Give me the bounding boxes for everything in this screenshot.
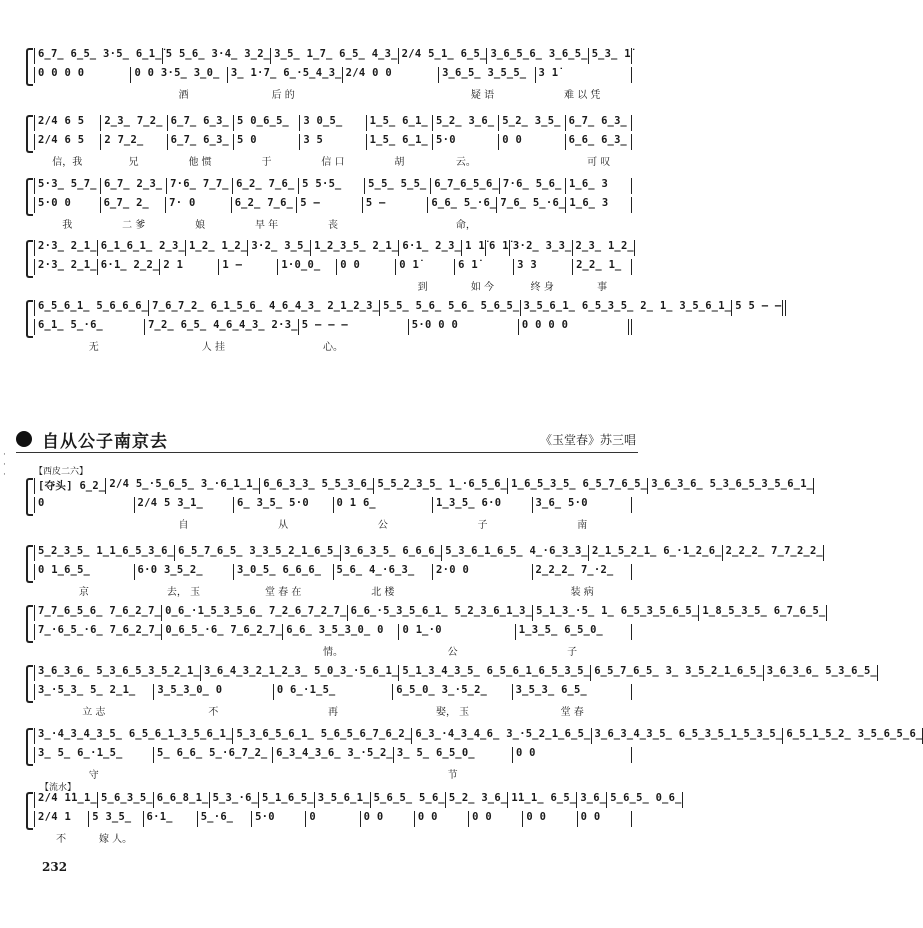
- score-system: [34, 115, 632, 167]
- measure: 5·0 0: [34, 197, 100, 213]
- upper-staff: [34, 478, 814, 494]
- lyric: 公: [377, 520, 388, 531]
- measure: 7· 0: [165, 197, 231, 213]
- measure: 6̲2̲ 7̲6̲: [231, 197, 297, 213]
- score-system: [34, 48, 632, 100]
- lyric: [433, 583, 533, 597]
- measure: 1̲3̲5̲ 6̲5̲0̲: [515, 624, 632, 640]
- measure: 6̲6̲8̲1̲: [153, 792, 209, 808]
- measure: 3̲6̲3̲6̲ 5̲3̲6̲5̲3̲5̲6̲1̲: [647, 478, 814, 494]
- measure: 3̲5̲6̲1̲ 6̲5̲3̲5̲ 2̲ 1̲ 3̲5̲6̲1̲: [520, 300, 732, 316]
- measure: 5 5 — —: [731, 300, 785, 316]
- measure: 3̲5̲6̲1̲: [314, 792, 370, 808]
- lyric: [251, 830, 305, 844]
- measure: 6̲6̲ 5̲·6̲: [427, 197, 496, 213]
- measure: 5 0̲6̲5̲: [233, 115, 299, 131]
- measure: 6̲5̲6̲1̲ 5̲6̲6̲6̲: [34, 300, 148, 316]
- lyric: 子: [567, 647, 578, 658]
- bullet-icon: [16, 431, 32, 447]
- lyric: 事: [597, 282, 608, 293]
- score-system: [34, 300, 782, 353]
- measure: 2̲3̲ 1̲2̲: [572, 240, 635, 256]
- measure: 3 1̇: [535, 67, 632, 83]
- measure: 0 0: [522, 811, 576, 827]
- measure: 6·1̲ 2̲3̲: [398, 240, 461, 256]
- upper-staff: [34, 300, 782, 316]
- measure: 3 5: [299, 134, 365, 150]
- upper-staff: [34, 605, 826, 621]
- measure: 5̲ 6̲6̲ 5̲·6̲7̲2̲: [153, 747, 272, 763]
- measure: 6 1̇: [485, 240, 509, 256]
- lyric: 如 今: [470, 282, 495, 293]
- song-source: 《玉堂春》苏三唱: [539, 433, 636, 447]
- measure: 6̲6̲ 3̲5̲3̲0̲ 0: [282, 624, 398, 640]
- score-system: [34, 240, 632, 292]
- score-system: [34, 545, 823, 598]
- measure: 1̲6̲ 3: [565, 178, 632, 194]
- measure: 0 0: [498, 134, 564, 150]
- lower-staff: [34, 811, 632, 827]
- lyric: 立 志: [82, 707, 106, 718]
- measure: 5̲6̲ 4̲·6̲3̲: [333, 564, 433, 580]
- measure: 6̲3̲4̲3̲6̲ 3̲·5̲2̲: [272, 747, 393, 763]
- lyric: 云。: [455, 157, 476, 168]
- lower-staff: [34, 497, 632, 513]
- measure: 5 —: [362, 197, 428, 213]
- lyric: 节: [447, 770, 458, 781]
- measure: 0: [34, 497, 134, 513]
- measure: 2/4 1̇1̲1̲: [34, 792, 97, 808]
- measure: 5·0 0 0: [408, 319, 518, 335]
- score-system: [34, 792, 682, 845]
- system-brace: [26, 115, 33, 153]
- measure: 5̲2̲ 3̲6̲: [432, 115, 498, 131]
- measure: 6̲2̲ 7̲6̲: [232, 178, 298, 194]
- lyric: 我: [62, 220, 73, 231]
- lyric: 可 叹: [587, 157, 611, 168]
- song-header: [16, 430, 636, 450]
- measure: 0 0: [336, 259, 395, 275]
- measure: 5 5̲6̲ 3·4̲ 3̲2̲: [162, 48, 270, 64]
- measure: 0 0 3·5̲ 3̲0̲: [130, 67, 226, 83]
- upper-staff: [34, 545, 823, 561]
- lyric: [154, 643, 274, 657]
- lyric: 不: [56, 834, 67, 845]
- measure: 3 0̲5̲: [299, 115, 365, 131]
- measure: 5·0: [251, 811, 305, 827]
- lyric: 心。: [322, 342, 343, 353]
- measure: 5̲5̲ 5̲6̲ 5̲6̲ 5̲6̲5̲: [379, 300, 519, 316]
- lyric: [499, 216, 565, 230]
- measure: 3̲0̲5̲ 6̲6̲6̲: [233, 564, 333, 580]
- measure: 6̲7̲ 6̲5̲ 3·5̲ 6̲1̲̇: [34, 48, 162, 64]
- measure: 7·6̲ 5̲6̲: [499, 178, 565, 194]
- lyric: [512, 338, 632, 352]
- measure: 0 0: [577, 811, 632, 827]
- measure: 6·1̲ 2̲2̲: [97, 259, 160, 275]
- measure: 5̲2̲ 3̲6̲: [445, 792, 507, 808]
- lyric: 命，: [455, 220, 476, 231]
- measure: 3·2̲ 3̲5̲: [247, 240, 310, 256]
- system-brace: [26, 240, 33, 278]
- measure: 3̲ 5̲ 6̲5̲0̲: [393, 747, 512, 763]
- measure: [夺头] 6̲2̲: [34, 478, 105, 494]
- lyric: 他 惯: [188, 157, 212, 168]
- measure: 0 1̲·0: [398, 624, 514, 640]
- measure: 5̲2̲3̲5̲ 1̲1̲6̲5̲3̲6̲: [34, 545, 174, 561]
- measure: 3 3: [513, 259, 572, 275]
- measure: 5̲1̲6̲5̲: [258, 792, 314, 808]
- lyrics-line: [34, 86, 632, 100]
- measure: 5̲3̲6̲1̲6̲5̲ 4̲·6̲3̲3̲: [441, 545, 588, 561]
- system-brace: [26, 300, 33, 338]
- measure: 3̲ 5̲ 6̲·1̲5̲: [34, 747, 153, 763]
- measure: 0 0 0 0: [34, 67, 130, 83]
- measure: 5̲5̲2̲3̲5̲ 1̲·6̲5̲6̲: [373, 478, 507, 494]
- measure: 6̲6̲3̲3̲ 5̲5̲3̲6̲: [259, 478, 373, 494]
- measure: 6·0 3̲5̲2̲: [134, 564, 234, 580]
- measure: 7̲·6̲5̲·6̲ 7̲6̲2̲7̲: [34, 624, 161, 640]
- measure: 3̲6̲5̲6̲ 3̲6̲5̲: [486, 48, 587, 64]
- measure: 6̲6̲ 6̲3̲: [565, 134, 632, 150]
- lyric: 嫁 人。: [98, 834, 133, 845]
- lyrics-line: [34, 278, 632, 292]
- measure: 3̲6̲: [576, 792, 606, 808]
- measure: 3̲6̲3̲4̲3̲5̲ 6̲5̲3̲5̲1̲5̲3̲5̲: [591, 728, 783, 744]
- measure: 5̲3̲6̲5̲6̲1̲ 5̲6̲5̲6̲7̲6̲2̲: [232, 728, 411, 744]
- measure: 0 0: [360, 811, 414, 827]
- lyric: [306, 830, 360, 844]
- lyric: 早 年: [254, 220, 279, 231]
- measure: 6̲6̲·5̲3̲5̲6̲1̲ 5̲2̲3̲6̲1̲3̲: [347, 605, 533, 621]
- upper-staff: [34, 115, 632, 131]
- measure: 2·3̲ 2̲1̲: [34, 240, 97, 256]
- lyric: [415, 830, 469, 844]
- measure: 0 0: [414, 811, 468, 827]
- measure: 0̲6̲·1̲5̲3̲5̲6̲ 7̲2̲6̲7̲2̲7̲: [161, 605, 347, 621]
- measure: 6̲7̲ 6̲3̲: [167, 115, 233, 131]
- lyric: [333, 278, 393, 292]
- lyric: 娘: [195, 220, 206, 231]
- measure: 0 0: [468, 811, 522, 827]
- lyric: 装 病: [570, 587, 594, 598]
- lyric: [360, 830, 414, 844]
- lyric: [34, 86, 134, 100]
- score-system: [34, 665, 877, 718]
- page-number: 232: [42, 860, 68, 874]
- measure: 1 —: [218, 259, 277, 275]
- lyric: 后 的: [271, 90, 295, 101]
- score-system: [34, 178, 632, 230]
- measure: 3̲6̲3̲6̲ 5̲3̲6̲5̲3̲5̲2̲1̲: [34, 665, 200, 681]
- measure: 6̲3̲·4̲3̲4̲6̲ 3̲·5̲2̲1̲6̲5̲: [411, 728, 590, 744]
- lyrics-line: [34, 766, 632, 780]
- lyric: 北 楼: [371, 587, 395, 598]
- measure: 2̲2̲2̲ 7̲·2̲: [532, 564, 633, 580]
- measure: 7·6̲ 7̲7̲: [166, 178, 232, 194]
- lyric: 从: [278, 520, 289, 531]
- lyrics-line: [34, 153, 632, 167]
- measure: 5̲3̲·6̲: [209, 792, 258, 808]
- lyric: 去， 玉: [166, 587, 201, 598]
- measure: 1̲5̲ 6̲1̲: [366, 115, 432, 131]
- measure: 6̲5̲1̲5̲2̲ 3̲5̲6̲5̲6̲: [782, 728, 923, 744]
- lyric: 胡: [394, 157, 405, 168]
- measure: 0 6̲·1̲5̲: [273, 684, 392, 700]
- measure: 1̲2̲3̲5̲ 2̲1̲: [310, 240, 398, 256]
- score-system: [34, 478, 814, 531]
- measure: 6̲7̲ 6̲3̲: [565, 115, 632, 131]
- lyric: [273, 278, 333, 292]
- lyric: 难 以 凭: [564, 90, 601, 101]
- measure: 5 3̲5̲: [88, 811, 142, 827]
- measure: 2̲1̲5̲2̲1̲ 6̲·1̲2̲6̲: [588, 545, 722, 561]
- score-system: [34, 728, 923, 781]
- measure: 2/4 6 5: [34, 115, 100, 131]
- measure: 5̲1̲3̲·5̲ 1̲ 6̲5̲3̲5̲6̲5̲: [532, 605, 698, 621]
- measure: 1̲2̲ 1̲2̲: [185, 240, 247, 256]
- upper-staff: [34, 240, 632, 256]
- measure: 7̲6̲ 5̲·6̲: [496, 197, 565, 213]
- lyric: 到: [417, 282, 428, 293]
- lyric: 堂 春: [560, 707, 584, 718]
- lower-staff: [34, 134, 632, 150]
- lyric: [34, 643, 154, 657]
- system-brace: [26, 545, 33, 583]
- lower-staff: [34, 197, 632, 213]
- measure: 1̲6̲ 3: [565, 197, 632, 213]
- measure: 3̲5̲3̲0̲ 0: [153, 684, 272, 700]
- measure: 6̲7̲ 2̲: [100, 197, 166, 213]
- title-rule: [16, 452, 638, 453]
- lyric: 终 身: [530, 282, 554, 293]
- measure: 0 1̲6̲5̲: [34, 564, 134, 580]
- measure: 6̲7̲ 2̲3̲: [100, 178, 166, 194]
- measure: 3̲5̲3̲ 6̲5̲: [512, 684, 632, 700]
- lyric: 不: [208, 707, 219, 718]
- lower-staff: [34, 684, 632, 700]
- lower-staff: [34, 624, 632, 640]
- system-brace: [26, 48, 33, 86]
- lyric: 公: [447, 647, 458, 658]
- measure: 5·0: [432, 134, 498, 150]
- lyrics-line: [34, 338, 632, 352]
- upper-staff: [34, 48, 632, 64]
- measure: 3̲·4̲3̲4̲3̲5̲ 6̲5̲6̲1̲3̲5̲6̲1̲: [34, 728, 232, 744]
- lyric: [512, 766, 632, 780]
- measure: 3̲6̲ 5·0: [532, 497, 633, 513]
- lyric: 信，我: [52, 157, 83, 168]
- lyric: [273, 766, 393, 780]
- measure: 5̲6̲5̲ 0̲6̲: [606, 792, 682, 808]
- measure: 6̲1̲ 5̲·6̲: [34, 319, 144, 335]
- measure: 2·3̲ 2̲1̲: [34, 259, 97, 275]
- measure: 6·1̲: [143, 811, 197, 827]
- measure: 6̲7̲6̲5̲6̲: [430, 178, 499, 194]
- upper-staff: [34, 665, 877, 681]
- lyric: 信 口: [321, 157, 345, 168]
- measure: 2/4 5̲1̲ 6̲5̲: [398, 48, 487, 64]
- measure: 2·0 0: [432, 564, 532, 580]
- lyric: 人 挂: [201, 342, 225, 353]
- system-brace: [26, 792, 33, 830]
- measure: 5 —: [296, 197, 362, 213]
- lyric: 情。: [322, 647, 343, 658]
- lower-staff: [34, 564, 632, 580]
- lyric: [393, 338, 513, 352]
- lyric: 酒: [178, 90, 189, 101]
- lyric: 于: [261, 157, 272, 168]
- liushui-tag: 【流水】: [40, 783, 77, 793]
- measure: 7̲7̲6̲5̲6̲ 7̲6̲2̲7̲: [34, 605, 161, 621]
- measure: 0̲6̲5̲·6̲ 7̲6̲2̲7̲: [161, 624, 282, 640]
- lyric: 守: [88, 770, 99, 781]
- measure: 3̲6̲5̲ 3̲5̲5̲: [438, 67, 534, 83]
- measure: 3̲6̲3̲5̲ 6̲6̲6̲: [340, 545, 441, 561]
- upper-staff: [34, 178, 632, 194]
- measure: 5·3̲ 5̲7̲: [34, 178, 100, 194]
- measure: 6̲5̲7̲6̲5̲ 3̲ 3̲5̲2̲1̲6̲5̲: [590, 665, 763, 681]
- lyric: 二 爹: [122, 220, 146, 231]
- system-brace: [26, 178, 33, 216]
- lyric: [197, 830, 251, 844]
- upper-staff: [34, 728, 923, 744]
- measure: 1 1̇: [461, 240, 485, 256]
- measure: 3̲5̲ 1̲7̲ 6̲5̲ 4̲3̲: [270, 48, 397, 64]
- measure: 0 0: [512, 747, 632, 763]
- measure: 2/4 0 0: [342, 67, 438, 83]
- measure: 3̲6̲3̲6̲ 5̲3̲6̲5̲: [763, 665, 878, 681]
- lyric: 娶， 玉: [435, 707, 470, 718]
- measure: 0 0 0 0: [518, 319, 632, 335]
- measure: 2̲2̲2̲ 7̲7̲2̲2̲: [722, 545, 824, 561]
- lyrics-line: [34, 583, 632, 597]
- measure: 5̲2̲ 3̲5̲: [498, 115, 564, 131]
- measure: 5 0: [233, 134, 299, 150]
- lyrics-line: [34, 216, 632, 230]
- measure: 6̲7̲ 6̲3̲: [167, 134, 233, 150]
- measure: 6 1̇: [454, 259, 513, 275]
- lyric: [94, 278, 154, 292]
- lyric: [143, 830, 197, 844]
- lyrics-line: [34, 830, 632, 844]
- measure: 1̇1̲1̲ 6̲5̲: [507, 792, 576, 808]
- lyric: 疑 语: [470, 90, 495, 101]
- measure: 5̲1̲3̲4̲3̲5̲ 6̲5̲6̲1̲6̲5̲3̲5̲: [398, 665, 590, 681]
- lyrics-line: [34, 643, 632, 657]
- measure: 2 1: [159, 259, 218, 275]
- system-brace: [26, 665, 33, 703]
- mode-tag: 【西皮二六】: [34, 467, 89, 477]
- lyric: [523, 830, 577, 844]
- measure: 2/4 1: [34, 811, 88, 827]
- lyrics-line: [34, 703, 632, 717]
- lyric: [34, 516, 134, 530]
- measure: 6̲5̲7̲6̲5̲ 3̲3̲5̲2̲1̲6̲5̲: [174, 545, 340, 561]
- measure: 2̲3̲ 7̲2̲: [100, 115, 166, 131]
- measure: 1̲3̲5̲ 6·0: [432, 497, 532, 513]
- lyric: [154, 278, 214, 292]
- lyric: 丧: [327, 220, 338, 231]
- measure: 6̲1̲6̲1̲ 2̲3̲: [97, 240, 185, 256]
- measure: 5̲6̲3̲5̲: [97, 792, 153, 808]
- lyric: [469, 830, 523, 844]
- measure: 0 1̇: [395, 259, 454, 275]
- measure: 2/4 5̲·5̲6̲5̲ 3̲·6̲1̲1̲: [105, 478, 259, 494]
- lyric: [366, 216, 432, 230]
- lower-staff: [34, 319, 632, 335]
- lyric: 南: [577, 520, 588, 531]
- lyrics-line: [34, 516, 632, 530]
- lyric: 堂 春 在: [265, 587, 302, 598]
- lyric: [34, 278, 94, 292]
- lyric: 自: [178, 520, 189, 531]
- lyric: 子: [477, 520, 488, 531]
- measure: 7̲2̲ 6̲5̲ 4̲6̲4̲3̲ 2·3̲: [144, 319, 298, 335]
- measure: 0 1 6̲: [333, 497, 433, 513]
- measure: 3̲·5̲3̲ 5̲ 2̲1̲: [34, 684, 153, 700]
- measure: 6̲5̲0̲ 3̲·5̲2̲: [392, 684, 511, 700]
- measure: 2/4 6 5: [34, 134, 100, 150]
- upper-staff: [34, 792, 682, 808]
- lower-staff: [34, 259, 632, 275]
- system-brace: [26, 605, 33, 643]
- system-brace: [26, 478, 33, 516]
- lyric: [578, 830, 632, 844]
- measure: 5̲5̲ 5̲5̲: [364, 178, 430, 194]
- measure: 3̲6̲4̲3̲2̲1̲2̲3̲ 5̲0̲3̲·5̲6̲1̲: [200, 665, 398, 681]
- system-brace: [26, 728, 33, 766]
- measure: 5 — — —: [298, 319, 408, 335]
- measure: 1̲5̲ 6̲1̲: [366, 134, 432, 150]
- lyric: [499, 153, 565, 167]
- lyric: [333, 86, 433, 100]
- measure: 1̲6̲5̲3̲5̲ 6̲5̲7̲6̲5̲: [507, 478, 647, 494]
- lower-staff: [34, 67, 632, 83]
- lyric: [566, 216, 632, 230]
- lyric: 京: [78, 587, 89, 598]
- lyric: 兄: [128, 157, 139, 168]
- measure: 2 7̲2̲: [100, 134, 166, 150]
- measure: 5̲·6̲: [197, 811, 251, 827]
- measure: 3̲ 1·7̲ 6̲·5̲4̲3̲: [227, 67, 342, 83]
- measure: 5 5·5̲: [298, 178, 364, 194]
- measure: 1·0̲0̲: [277, 259, 336, 275]
- lyric: 再: [327, 707, 338, 718]
- lower-staff: [34, 747, 632, 763]
- measure: 0: [305, 811, 359, 827]
- lyric: 无: [88, 342, 99, 353]
- measure: 5̲6̲5̲ 5̲6̲: [370, 792, 445, 808]
- measure: 7̲6̲7̲2̲ 6̲1̲5̲6̲ 4̲6̲4̲3̲ 2̲1̲2̲3̲: [148, 300, 379, 316]
- margin-dots: · · ·: [3, 450, 6, 480]
- measure: 2̲2̲ 1̲: [572, 259, 632, 275]
- song-title: 自从公子南京去: [42, 432, 168, 452]
- measure: 5̲3̲ 1̇: [588, 48, 632, 64]
- measure: 1̲8̲5̲3̲5̲ 6̲7̲6̲5̲: [698, 605, 826, 621]
- lyric: [213, 278, 273, 292]
- measure: 3·2̲ 3̲3̲: [509, 240, 572, 256]
- measure: 6̲ 3̲5̲ 5·0: [233, 497, 333, 513]
- score-system: [34, 605, 826, 658]
- lyric: [154, 766, 274, 780]
- measure: 2/4 5 3̲1̲: [134, 497, 234, 513]
